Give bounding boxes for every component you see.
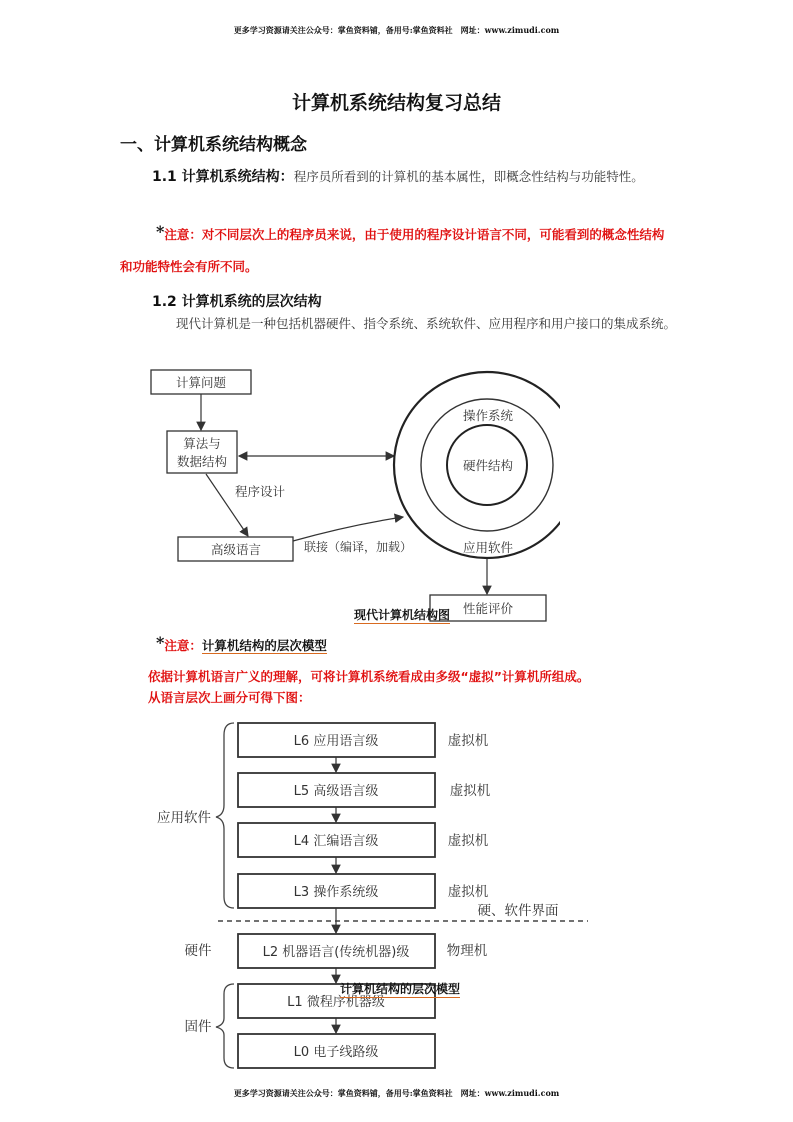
ring-hw-label: 硬件结构 — [462, 458, 514, 473]
box-algo-line1: 算法与 — [183, 436, 221, 451]
box-algo-line2: 数据结构 — [176, 454, 228, 469]
level-box-l4 — [238, 823, 435, 857]
subsection-heading: 1.2 计算机系统的层次结构 — [152, 294, 322, 310]
level-model-diagram — [148, 715, 588, 1075]
level-box-l3 — [238, 874, 435, 908]
ring-os-label: 操作系统 — [462, 408, 514, 423]
note2-text-line2: 从语言层次上画分可得下图： — [148, 690, 311, 705]
note2-caption: 计算机结构的层次模型 — [201, 638, 327, 653]
diagram1-caption: 现代计算机结构图 — [354, 608, 451, 622]
definition-paragraph — [120, 166, 676, 188]
level-l4-side: 虚拟机 — [447, 833, 489, 849]
level-box-l5 — [238, 773, 435, 807]
level-l1-label: L1 微程序机器级 — [287, 995, 385, 1010]
group-fw-label: 固件 — [184, 1019, 212, 1035]
note-text: 注意：对不同层次上的程序员来说，由于使用的程序设计语言不同，可能看到的概念性结构和功能特性会有所不同。 — [120, 227, 665, 274]
box-problem-label: 计算问题 — [175, 375, 227, 390]
note-paragraph — [120, 216, 676, 283]
ring-app-label: 应用软件 — [462, 540, 514, 555]
arrow-hll-rings — [293, 517, 403, 541]
definition-text: 程序员所看到的计算机的基本属性，即概念性结构与功能特性。 — [293, 169, 644, 184]
level-l3-label: L3 操作系统级 — [293, 885, 379, 900]
definition-label: 1.1 计算机系统结构： — [152, 169, 294, 185]
level-l2-label: L2 机器语言(传统机器)级 — [262, 945, 410, 960]
level-l0-label: L0 电子线路级 — [293, 1045, 379, 1060]
note2-line — [156, 633, 327, 654]
note2-text-line1: 依据计算机语言广义的理解，可将计算机系统看成由多级“虚拟”计算机所组成。 — [148, 669, 590, 684]
page-header: 更多学习资源请关注公众号：掌鱼资料铺，备用号:掌鱼资料社 网址：www.zimudi.com — [233, 25, 560, 35]
box-perf-label: 性能评价 — [462, 601, 514, 616]
group-hw-label: 硬件 — [184, 943, 212, 959]
level-box-l0 — [238, 1034, 435, 1068]
level-l6-label: L6 应用语言级 — [293, 734, 379, 749]
level-box-l2 — [238, 934, 435, 968]
level-l5-label: L5 高级语言级 — [293, 784, 379, 799]
level-l2-side: 物理机 — [446, 943, 488, 959]
interface-label: 硬、软件界面 — [477, 903, 559, 919]
box-hll-label: 高级语言 — [210, 542, 262, 557]
document-title: 计算机系统结构复习总结 — [291, 92, 501, 114]
level-box-l6 — [238, 723, 435, 757]
section-heading: 一、计算机系统结构概念 — [120, 135, 307, 155]
level-l3-side: 虚拟机 — [447, 884, 489, 900]
level-l6-side: 虚拟机 — [447, 733, 489, 749]
label-link: 联接（编译，加载） — [304, 540, 413, 554]
brace-app — [216, 723, 234, 908]
note2-star: * — [156, 633, 165, 652]
label-program-design: 程序设计 — [235, 484, 286, 499]
note-star: * — [156, 222, 165, 241]
group-app-label: 应用软件 — [157, 810, 211, 826]
diagram2-caption: 计算机结构的层次模型 — [340, 982, 461, 996]
page-footer: 更多学习资源请关注公众号：掌鱼资料铺，备用号:掌鱼资料社 网址：www.zimudi.com — [233, 1088, 560, 1098]
structure-diagram — [140, 360, 560, 628]
note2-prefix: 注意： — [164, 638, 202, 653]
subsection-paragraph: 现代计算机是一种包括机器硬件、指令系统、系统软件、应用程序和用户接口的集成系统。 — [176, 316, 677, 331]
brace-firmware — [216, 984, 234, 1068]
level-l4-label: L4 汇编语言级 — [293, 834, 379, 849]
level-l5-side: 虚拟机 — [449, 783, 491, 799]
